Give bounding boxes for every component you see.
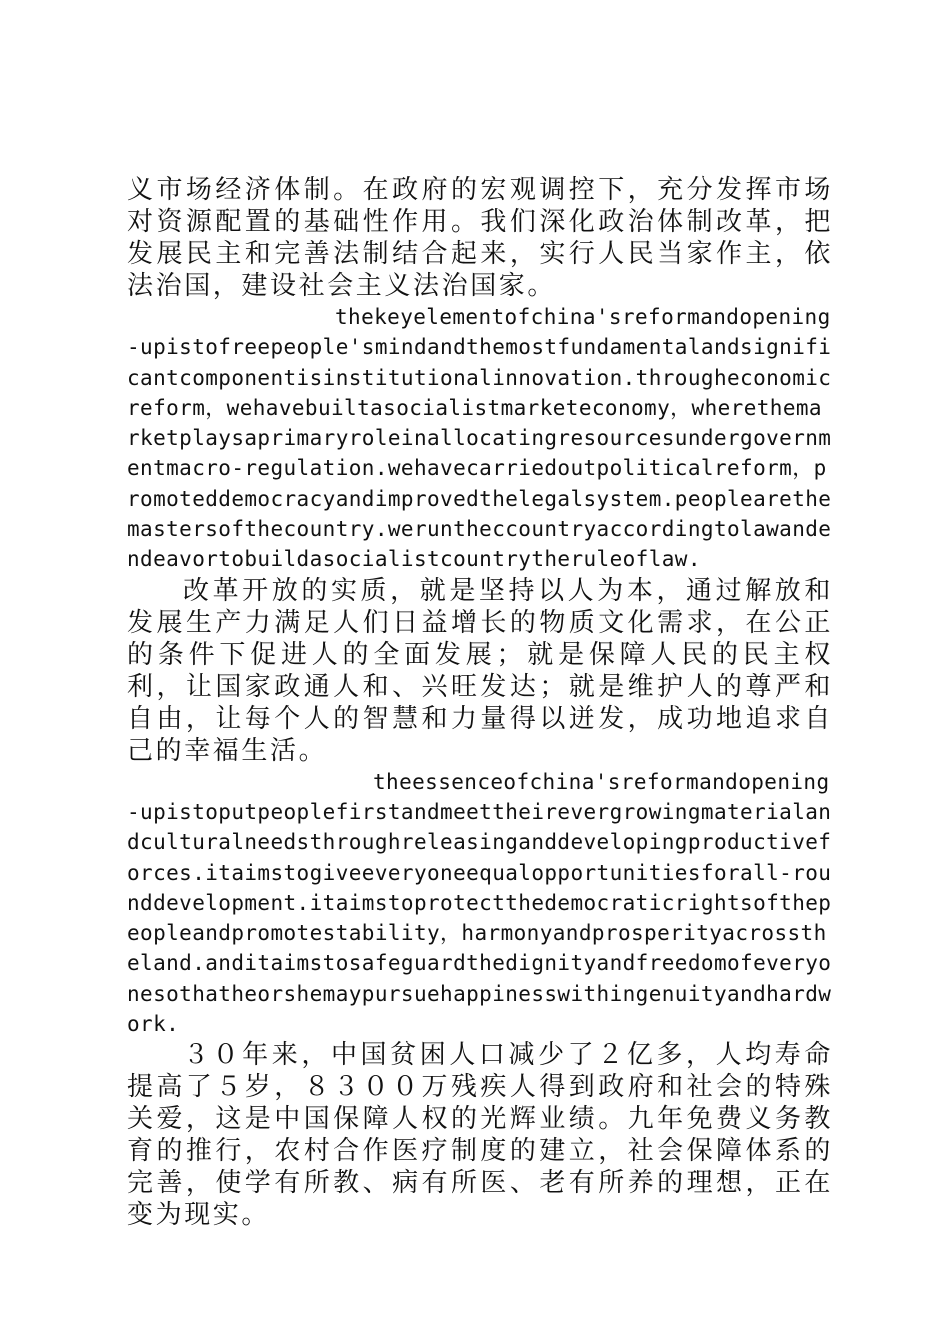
paragraph-en-2: theessenceofchina'sreformandopening-upistoputpeoplefirstandmeettheirevergrowingmaterialandculturalneedsthroughreleasinganddevelopingproductiveforces.itaimstogiveeveryoneequalopportunitiesforall-rounddevelopment.itaimstoprotectthedemocraticrightsofthepeopleandpromotestability，harmonyandprosperityacrosstheland.anditaimstosafeguardthedignityandfreedomofeveryonesothatheorshemaypursuehappinesswithingenuityandhardwork. bbox=[127, 769, 832, 1037]
paragraph-zh-3: ３０年来，中国贫困人口减少了２亿多，人均寿命提高了５岁，８３００万残疾人得到政府和社会的特殊关爱，这是中国保障人权的光辉业绩。九年免费义务教育的推行，农村合作医疗制度的建立，社会保障体系的完善，使学有所教、病有所医、老有所养的理想，正在变为现实。 bbox=[127, 1040, 833, 1231]
document-page bbox=[127, 174, 833, 1231]
paragraph-zh-2: 改革开放的实质，就是坚持以人为本，通过解放和发展生产力满足人们日益增长的物质文化需求，在公正的条件下促进人的全面发展；就是保障人民的民主权利，让国家政通人和、兴旺发达；就是维护人的尊严和自由，让每个人的智慧和力量得以迸发，成功地追求自己的幸福生活。 bbox=[127, 575, 833, 766]
paragraph-en-1: thekeyelementofchina'sreformandopening-upistofreepeople'smindandthemostfundamentalandsignificantcomponentisinstitutionalinnovation.througheconomicreform，wehavebuiltasocialistmarketeconomy，wherethemarketplaysaprimaryroleinallocatingresourcesundergovernmentmacro-regulation.wehavecarriedoutpoliticalreform，promoteddemocracyandimprovedthelegalsystem.peoplearethemastersofthecountry.weruntheccountryaccordingtolawandendeavortobuildasocialistcountrytheruleoflaw. bbox=[127, 305, 832, 572]
paragraph-zh-1: 义市场经济体制。在政府的宏观调控下，充分发挥市场对资源配置的基础性作用。我们深化政治体制改革，把发展民主和完善法制结合起来，实行人民当家作主，依法治国，建设社会主义法治国家。 bbox=[127, 175, 833, 301]
